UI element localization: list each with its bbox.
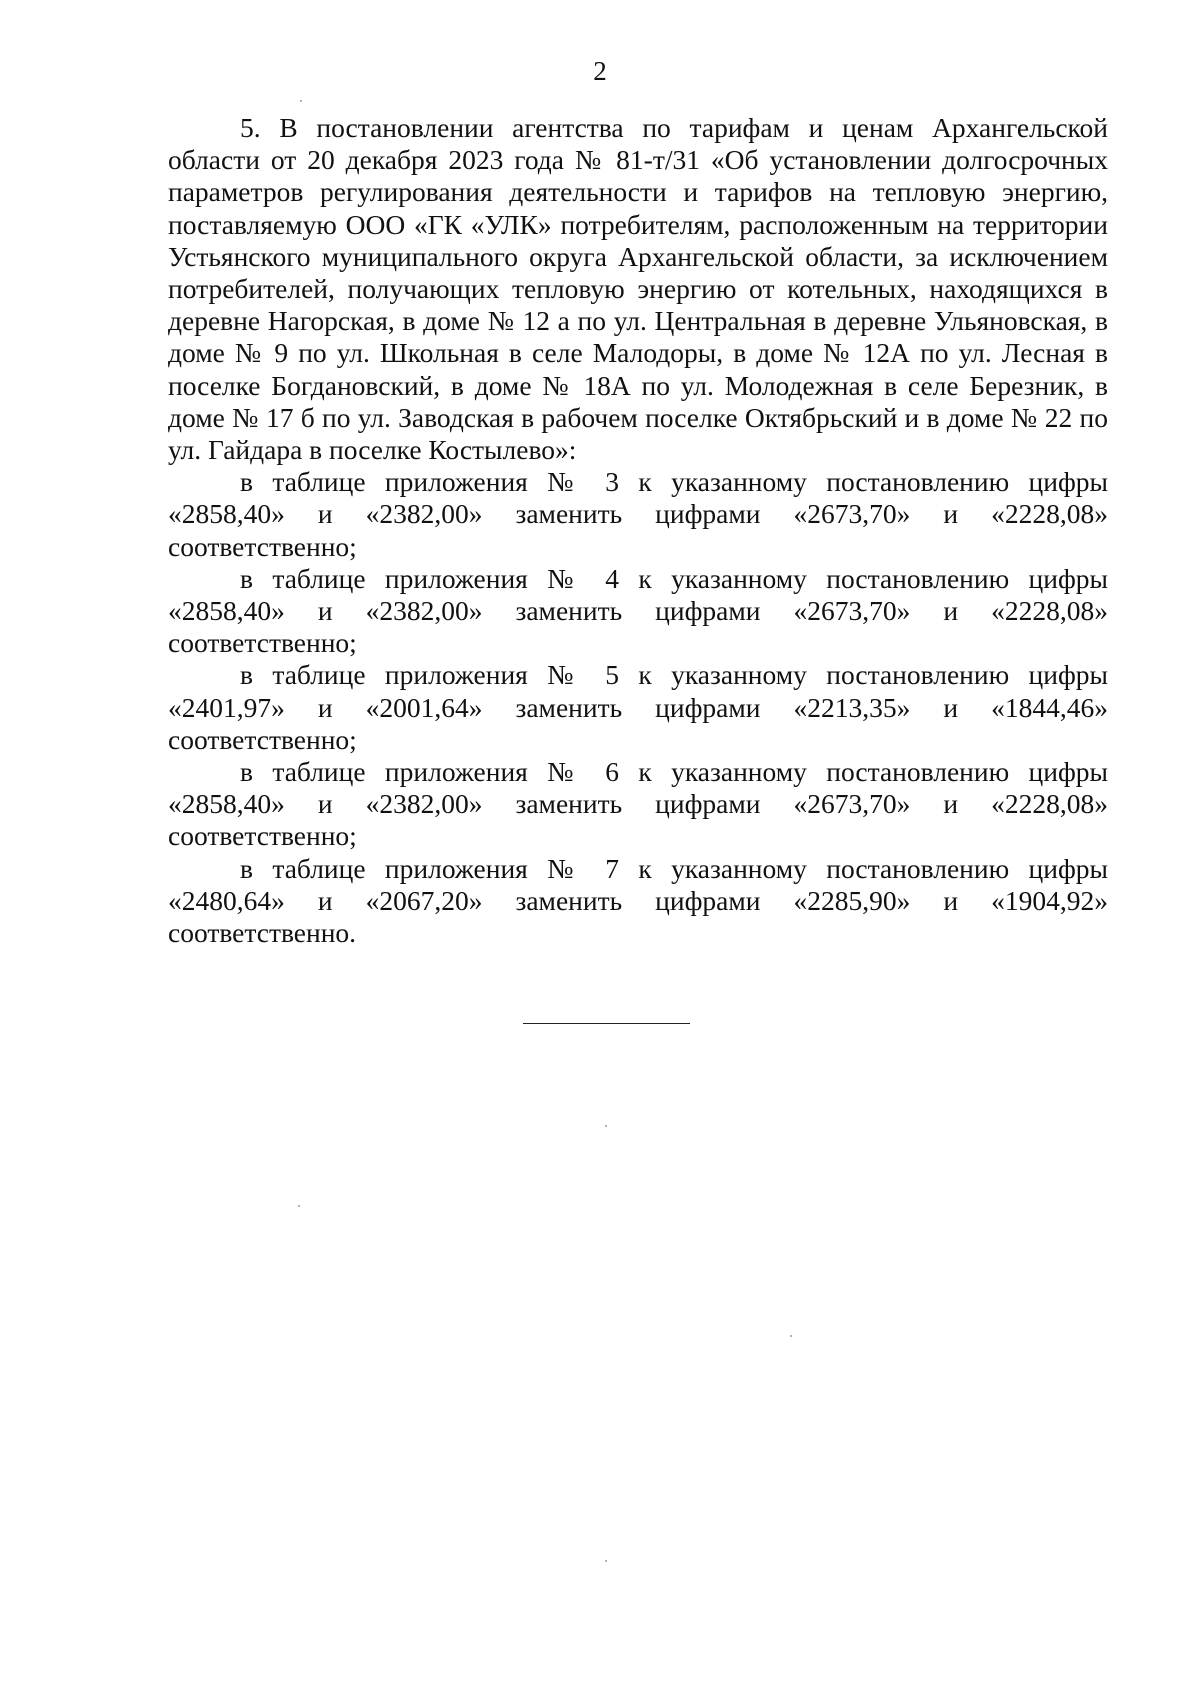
amendment-item-appendix-7: в таблице приложения № 7 к указанному постановлению цифры «2480,64» и «2067,20» заменить цифрами «2285,90» и «1904,92» соответственно. (168, 852, 1108, 949)
scan-speck (605, 1560, 607, 1562)
scan-speck (605, 1125, 607, 1127)
scan-speck (790, 1335, 792, 1337)
amendment-item-appendix-5: в таблице приложения № 5 к указанному постановлению цифры «2401,97» и «2001,64» заменить цифрами «2213,35» и «1844,46» соответственно; (168, 659, 1108, 755)
page-number: 2 (593, 56, 607, 86)
scan-speck (298, 1205, 300, 1207)
document-body (168, 112, 1108, 949)
end-separator-line (523, 1023, 690, 1024)
amendment-item-appendix-6: в таблице приложения № 6 к указанному постановлению цифры «2858,40» и «2382,00» заменить цифрами «2673,70» и «2228,08» соответственно; (168, 756, 1108, 852)
scan-speck (300, 100, 302, 102)
amendment-item-appendix-3: в таблице приложения № 3 к указанному постановлению цифры «2858,40» и «2382,00» заменить цифрами «2673,70» и «2228,08» соответственно; (168, 466, 1108, 562)
paragraph-5: 5. В постановлении агентства по тарифам и ценам Архангельской области от 20 декабря 2023 года № 81-т/31 «Об установлении долгосрочных параметров регулирования деятельности и тарифов на тепловую энергию, поставляемую ООО «ГК «УЛК» потребителям, расположенным на территории Устьянского муниципального округа Архангельской области, за исключением потребителей, получающих тепловую энергию от котельных, находящихся в деревне Нагорская, в доме № 12 а по ул. Центральная в деревне Ульяновская, в доме № 9 по ул. Школьная в селе Малодоры, в доме № 12А по ул. Лесная в поселке Богдановский, в доме № 18А по ул. Молодежная в селе Березник, в доме № 17 б по ул. Заводская в рабочем поселке Октябрьский и в доме № 22 по ул. Гайдара в поселке Костылево»: (168, 112, 1108, 466)
amendment-item-appendix-4: в таблице приложения № 4 к указанному постановлению цифры «2858,40» и «2382,00» заменить цифрами «2673,70» и «2228,08» соответственно; (168, 562, 1108, 659)
